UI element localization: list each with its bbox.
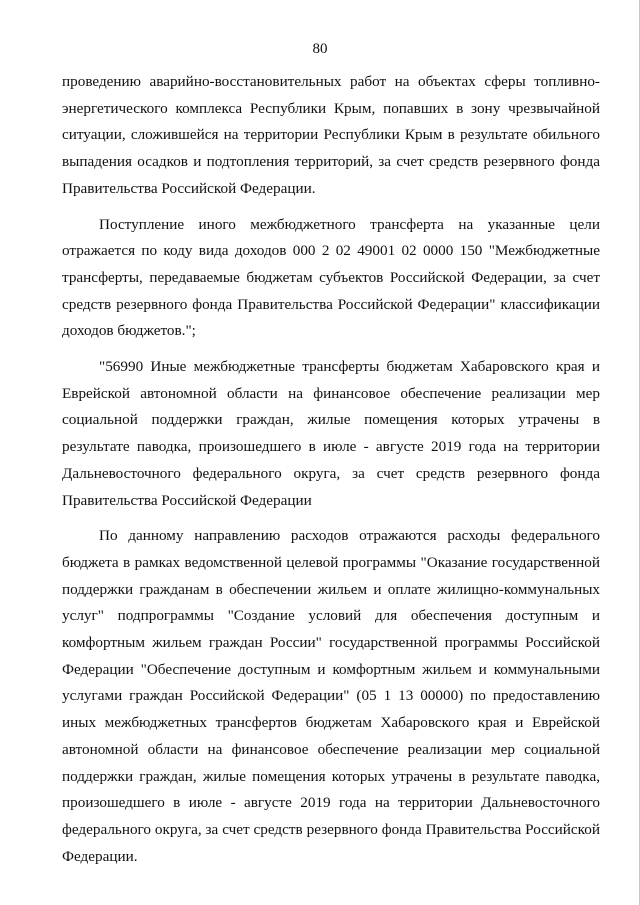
paragraph-expense-description: По данному направлению расходов отражаются расходы федерального бюджета в рамках ведомственной целевой программы "Оказание государственной поддержки гражданам в обеспечении жильем и оплате жилищно-коммунальных услуг" подпрограммы "Создание условий для обеспечения доступным и комфортным жильем граждан России" государственной программы Российской Федерации "Обеспечение доступным и комфортным жильем и коммунальными услугами граждан Российской Федерации" (05 1 13 00000) по предоставлению иных межбюджетных трансфертов бюджетам Хабаровского края и Еврейской автономной области на финансовое обеспечение реализации мер социальной поддержки граждан, жилые помещения которых утрачены в результате паводка, произошедшего в июле - августе 2019 года на территории Дальневосточного федерального округа, за счет средств резервного фонда Правительства Российской Федерации. [62,527,600,865]
paragraph-income-code: Поступление иного межбюджетного трансферта на указанные цели отражается по коду вида доходов 000 2 02 49001 02 0000 150 "Межбюджетные трансферты, передаваемые бюджетам субъектов Российской Федерации, за счет средств резервного фонда Правительства Российской Федерации" классификации доходов бюджетов."; [62,215,600,340]
page-number: 80 [312,41,328,57]
paragraph-expense-code-heading: "56990 Иные межбюджетные трансферты бюджетам Хабаровского края и Еврейской автономной области на финансовое обеспечение реализации мер социальной поддержки граждан, жилые помещения которых утрачены в результате паводка, произошедшего в июле - августе 2019 года на территории Дальневосточного федерального округа, за счет средств резервного фонда Правительства Российской Федерации [62,358,600,509]
paragraph-gap [62,345,600,354]
paragraph-gap [62,514,600,523]
paragraph-gap [62,203,600,212]
document-body [62,69,600,870]
paragraph-continuation: проведению аварийно-восстановительных работ на объектах сферы топливно-энергетического комплекса Республики Крым, попавших в зону чрезвычайной ситуации, сложившейся на территории Республики Крым в результате обильного выпадения осадков и подтопления территорий, за счет средств резервного фонда Правительства Российской Федерации. [62,73,600,197]
